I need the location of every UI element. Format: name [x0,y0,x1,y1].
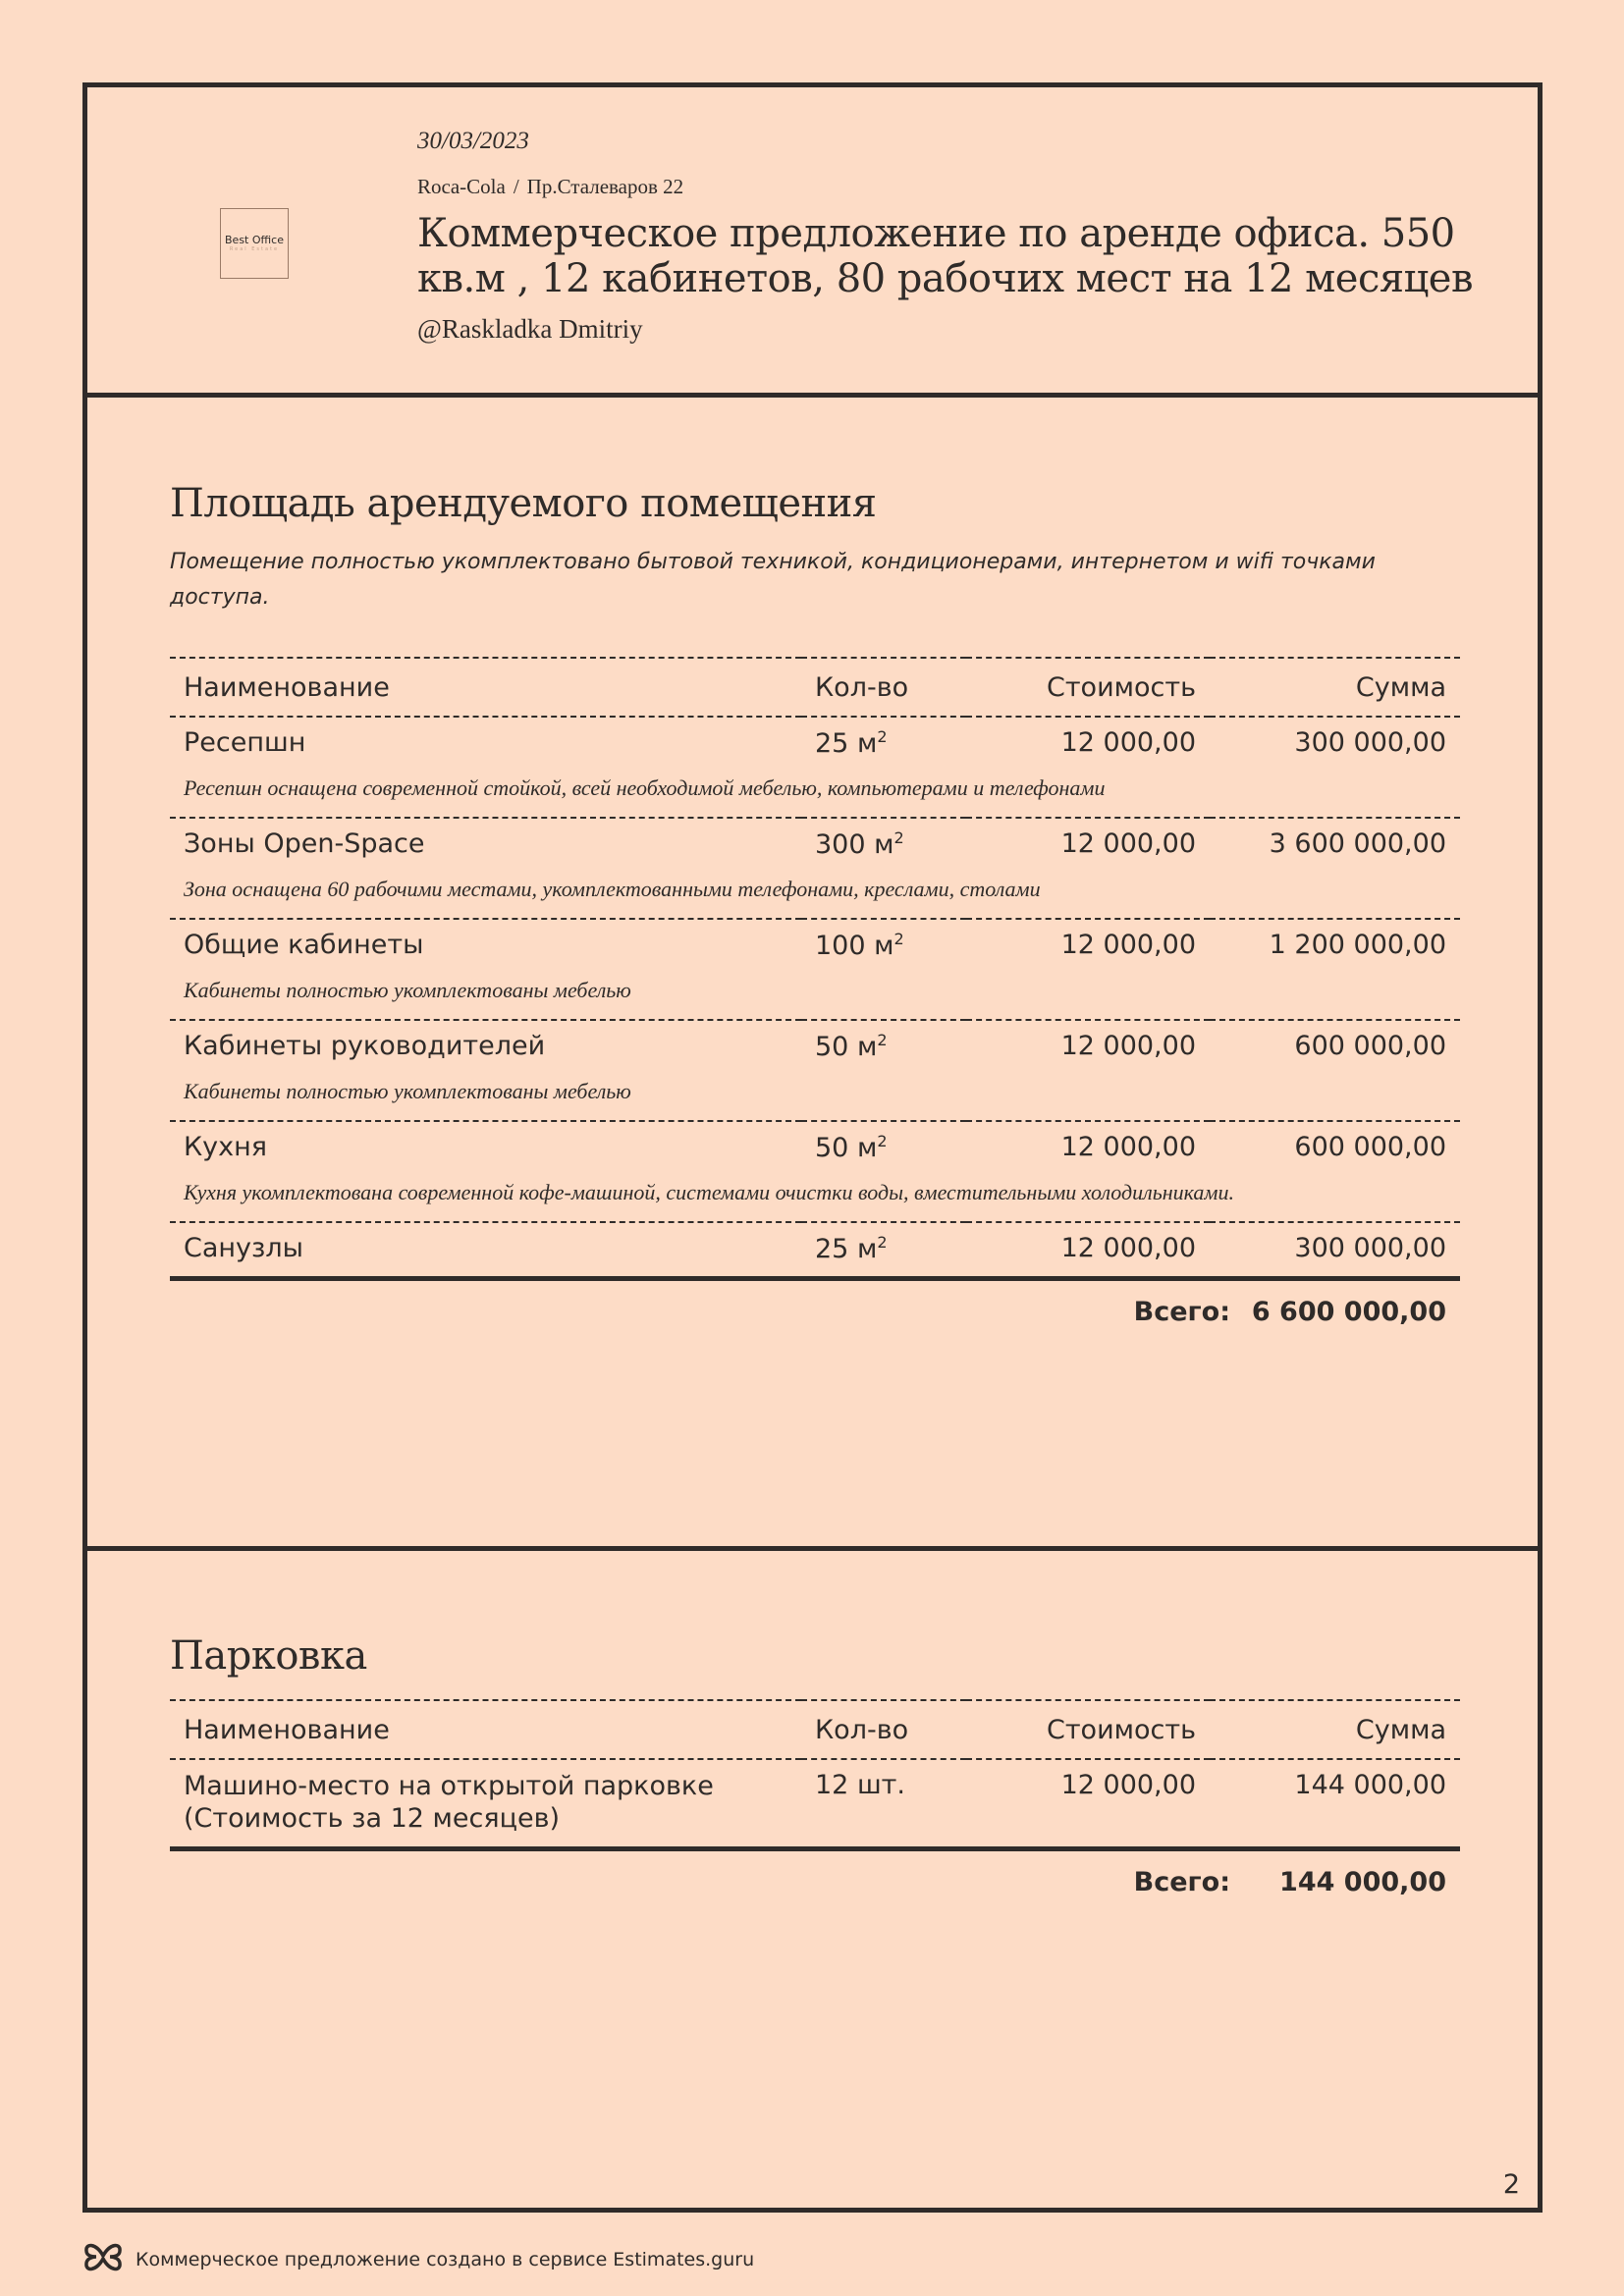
logo-main-text: Best Office [225,234,284,246]
column-header-price: Стоимость [966,1700,1210,1759]
item-price: 12 000,00 [966,1759,1210,1849]
footer-text: Коммерческое предложение создано в сервисе Estimates.guru [135,2248,755,2270]
column-header-sum: Сумма [1210,658,1460,717]
client-name: Roca-Cola [417,175,506,198]
logo-sub-text: Real Estate [229,246,280,252]
item-sum: 600 000,00 [1210,1020,1460,1069]
table-row [170,1222,1460,1279]
item-sum: 300 000,00 [1210,1222,1460,1279]
item-note: Кухня укомплектована современной кофе-машиной, системами очистки воды, вместительными холодильниками. [184,1180,1234,1204]
total-row [170,1867,1460,1897]
item-name: Кухня [170,1121,801,1170]
table-note-row [170,1069,1460,1121]
table-row [170,1020,1460,1069]
item-sum: 144 000,00 [1210,1759,1460,1849]
document-header [87,87,1538,398]
item-qty: 100 $м^2$ [801,919,966,968]
column-header-name: Наименование [170,1700,801,1759]
item-note: Кабинеты полностью укомплектованы мебелью [184,978,631,1002]
table-row [170,717,1460,766]
footer [82,2235,754,2283]
area-table [170,657,1460,1281]
estimates-guru-logo-icon [82,2235,124,2283]
item-price: 12 000,00 [1060,727,1196,758]
company-logo [220,208,289,279]
table-row [170,818,1460,867]
section-title: Парковка [170,1633,367,1679]
item-price: 12 000,00 [966,1121,1210,1170]
item-qty: 50 $м^2$ [801,1020,966,1069]
item-qty: 50 $м^2$ [801,1121,966,1170]
client-address: Пр.Сталеваров 22 [526,175,684,198]
item-qty: 12 шт. [801,1759,966,1849]
item-name: Санузлы [170,1222,801,1279]
area-section [170,480,1455,1327]
item-note: Кабинеты полностью укомплектованы мебелью [184,1079,631,1103]
item-sum: 3 600 000,00 [1210,818,1460,867]
total-value: 6 600 000,00 [1251,1297,1446,1327]
column-header-sum: Сумма [1210,1700,1460,1759]
column-header-qty: Кол-во [801,1700,966,1759]
column-header-price: Стоимость [966,658,1210,717]
item-price: 12 000,00 [966,1020,1210,1069]
item-sum: 300 000,00 [1294,727,1446,758]
header-info [417,127,1497,345]
page-number: 2 [1502,2169,1520,2200]
table-note-row [170,968,1460,1020]
page-frame [82,82,1543,2213]
item-name: Машино-место на открытой парковке (Стоимость за 12 месяцев) [170,1759,801,1849]
table-header-row [170,658,1460,717]
separator: / [513,175,519,198]
total-label: Всего: [1133,1297,1230,1327]
item-price: 12 000,00 [966,818,1210,867]
item-note: Зона оснащена 60 рабочими местами, укомплектованными телефонами, креслами, столами [184,877,1041,901]
parking-table [170,1699,1460,1851]
item-name: Кабинеты руководителей [170,1020,801,1069]
item-qty: 25 $м^2$ [801,1222,966,1279]
section-divider [87,1546,1538,1551]
item-name: Общие кабинеты [170,919,801,968]
table-row [170,1121,1460,1170]
table-note-row [170,766,1460,818]
parking-section [170,1632,1455,1897]
item-price: 12 000,00 [966,919,1210,968]
client-address-line [417,174,1497,199]
document-date: 30/03/2023 [417,128,529,154]
item-qty: 25 $м^2$ [815,727,888,759]
table-row [170,919,1460,968]
table-note-row [170,867,1460,919]
section-divider [87,393,1538,398]
item-note: Ресепшн оснащена современной стойкой, всей необходимой мебелью, компьютерами и телефонами [184,775,1106,800]
section-title: Площадь арендуемого помещения [170,481,877,526]
column-header-name: Наименование [170,658,801,717]
table-row [170,1759,1460,1849]
table-header-row [170,1700,1460,1759]
item-price: 12 000,00 [966,1222,1210,1279]
total-label: Всего: [1133,1867,1230,1897]
item-name: Ресепшн [184,727,306,758]
item-sum: 1 200 000,00 [1210,919,1460,968]
item-sum: 600 000,00 [1210,1121,1460,1170]
table-note-row [170,1170,1460,1222]
total-row [170,1297,1460,1327]
document-author: @Raskladka Dmitriy [417,314,643,344]
item-qty: 300 $м^2$ [801,818,966,867]
item-name: Зоны Open-Space [170,818,801,867]
section-description: Помещение полностью укомплектовано бытовой техникой, кондиционерами, интернетом и wifi точками доступа. [170,550,1376,610]
document-title: Коммерческое предложение по аренде офиса. 550 кв.м , 12 кабинетов, 80 рабочих мест на 12 месяцев [417,211,1473,301]
total-value: 144 000,00 [1279,1867,1446,1897]
column-header-qty: Кол-во [801,658,966,717]
